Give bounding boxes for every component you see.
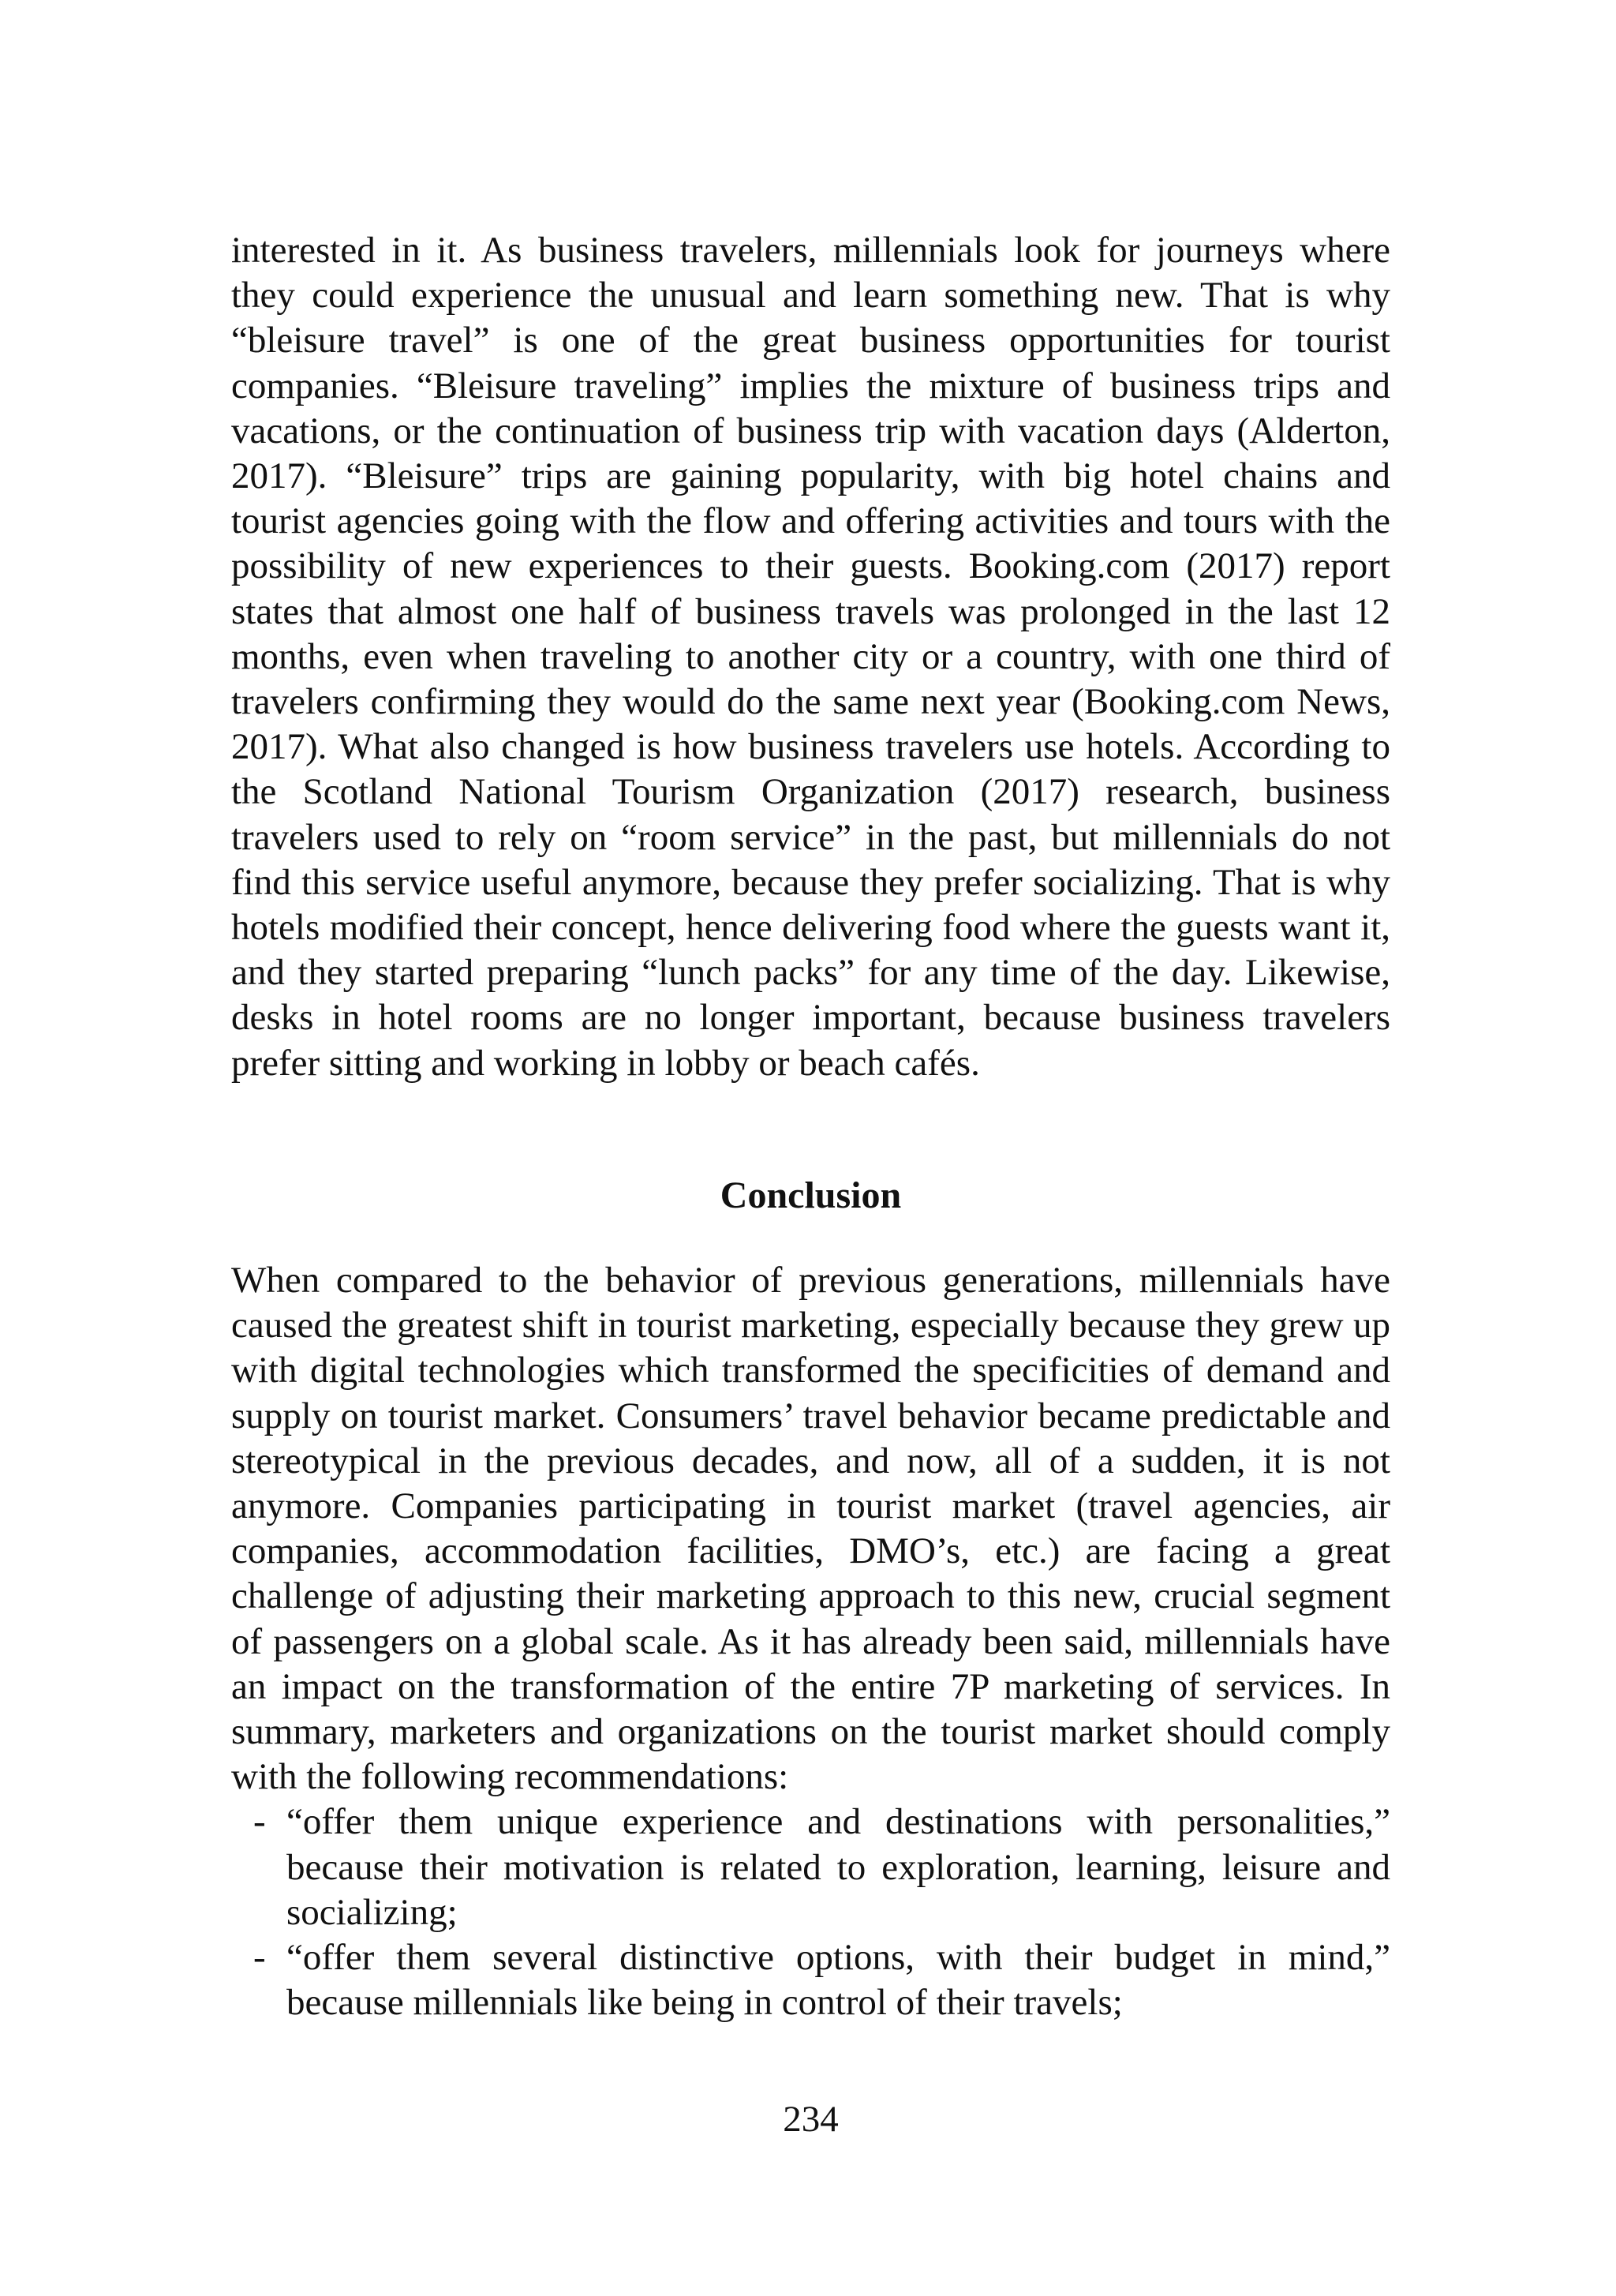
list-dash: - xyxy=(253,1801,266,1843)
list-item xyxy=(231,1800,1390,1935)
conclusion-section xyxy=(231,1258,1390,2025)
body-paragraph-1 xyxy=(231,228,1390,1086)
list-item-text: “offer them unique experience and destinations with personalities,” because their motivation is related to exploration, learning, leisure and socializing; xyxy=(286,1801,1390,1933)
page-number: 234 xyxy=(783,2099,839,2140)
conclusion-heading: Conclusion xyxy=(720,1174,902,1216)
list-item-text: “offer them several distinctive options, with their budget in mind,” because millennials like being in control of their travels; xyxy=(286,1937,1390,2024)
recommendations-list xyxy=(231,1800,1390,2025)
paragraph-text: interested in it. As business travelers, millennials look for journeys where they could experience the unusual and learn something new. That is why “bleisure travel” is one of the great business opportunities for tourist companies. “Bleisure traveling” implies the mixture of business trips and vacations, or the continuation of business trip with vacation days (Alderton, 2017). “Bleisure” trips are gaining popularity, with big hotel chains and tourist agencies going with the flow and offering activities and tours with the possibility of new experiences to their guests. Booking.com (2017) report states that almost one half of business travels was prolonged in the last 12 months, even when traveling to another city or a country, with one third of travelers confirming they would do the same next year (Booking.com News, 2017). What also changed is how business travelers use hotels. According to the Scotland National Tourism Organization (2017) research, business travelers used to rely on “room service” in the past, but millennials do not find this service useful anymore, because they prefer socializing. That is why hotels modified their concept, hence delivering food where the guests want it, and they started preparing “lunch packs” for any time of the day. Likewise, desks in hotel rooms are no longer important, because business travelers prefer sitting and working in lobby or beach cafés. xyxy=(231,230,1390,1084)
conclusion-paragraph: When compared to the behavior of previous generations, millennials have caused the greatest shift in tourist marketing, especially because they grew up with digital technologies which transformed the specificities of demand and supply on tourist market. Consumers’ travel behavior became predictable and stereotypical in the previous decades, and now, all of a sudden, it is not anymore. Companies participating in tourist market (travel agencies, air companies, accommodation facilities, DMO’s, etc.) are facing a great challenge of adjusting their marketing approach to this new, crucial segment of passengers on a global scale. As it has already been said, millennials have an impact on the transformation of the entire 7P marketing of services. In summary, marketers and organizations on the tourist market should comply with the following recommendations: xyxy=(231,1260,1390,1798)
list-item xyxy=(231,1935,1390,2025)
list-dash: - xyxy=(253,1937,266,1979)
